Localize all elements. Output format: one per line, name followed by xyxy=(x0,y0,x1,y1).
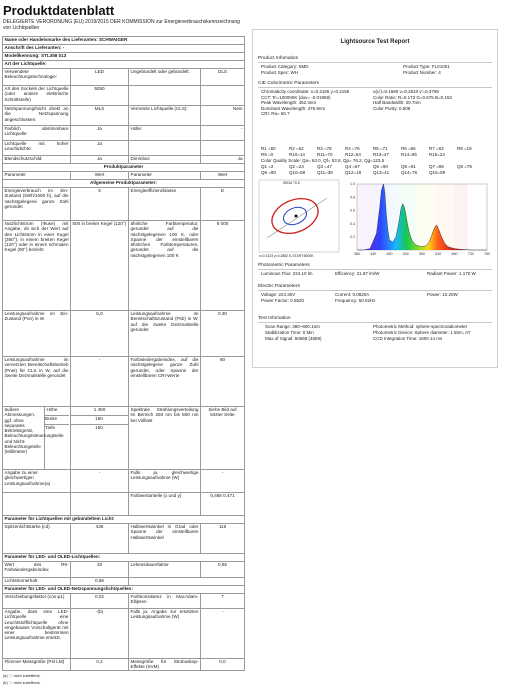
y-tick-label: 0.6 xyxy=(350,208,355,213)
datasheet-row xyxy=(3,516,245,524)
color-quality-scale: Color Quality Scale: Qa= 63.0, Qf= 53.8, Qp= 76.2, Qg=123.5 xyxy=(261,158,385,163)
cie-parameter: Dominant Wavelength: 476.9nm xyxy=(261,105,326,111)
datasheet-cell: LED xyxy=(71,69,129,86)
datasheet-cell: 0,2 xyxy=(71,659,129,671)
cqs-value: Q9 =80 xyxy=(261,169,276,175)
datasheet-cell: 5,0 xyxy=(71,311,129,357)
max-signal: Max of Signal: 50668 (4859) xyxy=(265,336,322,341)
datasheet-cell: Falls ja, Angabe zur ersetzten Leistungsaufnahme (W) xyxy=(129,609,201,659)
cqs-value: Q4 =67 xyxy=(345,164,360,169)
datasheet-cell: Produktparameter xyxy=(3,164,245,172)
photometric-heading: Photometric Parameters xyxy=(258,263,310,268)
datasheet-cell: 7 xyxy=(201,594,245,609)
datasheet-cell: Parameter für Lichtquellen mit gebündeltem Licht: xyxy=(3,516,245,524)
datasheet-cell: 5050 xyxy=(71,86,129,106)
datasheet-cell: Parameter für LED- und OLED-Lichtquellen: xyxy=(3,554,245,562)
cie-parameter: Color Purity: 0.508 xyxy=(373,105,411,111)
datasheet-cell: Farbwertanteile (x und y) xyxy=(129,493,201,516)
datasheet-cell: 0,86 xyxy=(71,578,129,586)
datasheet-row xyxy=(3,164,245,172)
datasheet-cell: DLS xyxy=(201,69,245,86)
spectrum-band xyxy=(416,184,426,250)
datasheet-cell: Parameter xyxy=(129,172,201,180)
datasheet-cell: - xyxy=(201,470,245,493)
datasheet-row xyxy=(3,172,245,180)
datasheet-row xyxy=(3,311,245,357)
datasheet-row xyxy=(3,61,245,69)
test-report xyxy=(252,29,498,368)
y-tick-label: 0.8 xyxy=(350,195,355,200)
x-tick-label: 580 xyxy=(419,252,425,256)
cqs-value: Q2 =24 xyxy=(289,164,304,169)
datasheet-cell: Art des Sockels der Lichtquelle (oder andere elektrische Schnittstelle) xyxy=(3,86,71,106)
cri-value: R10=14 xyxy=(289,151,305,157)
stabilization-time: Stabilization Time: 0 Min xyxy=(265,330,314,335)
datasheet-cell: 6 000 xyxy=(201,221,245,311)
voltage: Voltage: 224.30V xyxy=(261,292,296,297)
datasheet-cell: Parameter xyxy=(3,172,71,180)
datasheet-cell: Netzspannung/Nicht direkt an die Netzspannung angeschlossen: xyxy=(3,106,71,126)
datasheet-row xyxy=(3,470,245,493)
datasheet-cell: Blendschutzschild: xyxy=(3,156,71,164)
datasheet-cell xyxy=(71,493,129,516)
datasheet-cell: Art der Lichtquelle: xyxy=(3,61,245,69)
datasheet-cell xyxy=(129,578,245,586)
datasheet-cell: 0,0 xyxy=(201,659,245,671)
cie-plot-caption: x=0.3123 y=0.2882 E-START:6500K xyxy=(259,254,314,258)
spectrum-band xyxy=(357,184,373,250)
datasheet-cell: Wert xyxy=(71,172,129,180)
datasheet-cell: Leistungsaufnahme im vernetzten Bereitschaftsbetrieb (Pnet) für CLS in W, auf die zweite Dezimalstelle gerundet xyxy=(3,357,71,407)
datasheet-row xyxy=(3,141,245,156)
datasheet-row xyxy=(3,126,245,141)
cie-parameter: Half Bandwidth: 20.7nm xyxy=(373,100,421,106)
cri-value: R9 =0 xyxy=(261,151,274,157)
datasheet-cell: Modellkennung: STL358 013 xyxy=(3,53,245,61)
cri-value: R13=47 xyxy=(373,151,389,157)
datasheet-row xyxy=(3,221,245,311)
datasheet-cell: Farbkonsistenz in MacAdam-Ellipsen xyxy=(129,594,201,609)
electric-heading: Electric Parameters xyxy=(258,284,300,289)
datasheet-cell: Vernetzte Lichtquelle (CLS): xyxy=(129,106,201,126)
cqs-value: Q10=59 xyxy=(289,169,306,175)
datasheet-row xyxy=(3,156,245,164)
cqs-value: Q11=38 xyxy=(317,169,333,175)
datasheet-row xyxy=(3,659,245,671)
footnote-a: (a) '-': nicht zutreffend; xyxy=(3,674,41,678)
x-tick-label: 780 xyxy=(484,252,490,256)
datasheet-cell xyxy=(129,86,201,106)
datasheet-cell: - xyxy=(201,609,245,659)
cri-value: R8 =19 xyxy=(457,146,472,151)
datasheet-cell: Leistungsaufnahme im Ein-Zustand (Pon) in W xyxy=(3,311,71,357)
datasheet-cell: Dimmbar: xyxy=(129,156,201,164)
cie-diagram xyxy=(259,180,339,252)
datasheet-cell: Allgemeine Produktparameter: xyxy=(3,180,245,188)
datasheet-cell: 1 450 xyxy=(71,407,129,470)
datasheet-cell: Messgröße für Stroboskop-Effekte (SVM) xyxy=(130,659,199,670)
datasheet-cell: Wert des R9-Farbwiedergabeindex xyxy=(3,562,71,578)
datasheet-cell: Hülle: xyxy=(129,126,201,141)
power: Power: 10.20W xyxy=(427,292,458,297)
datasheet-cell xyxy=(3,493,71,516)
dimension-value: 150 xyxy=(70,424,128,430)
x-tick-label: 530 xyxy=(402,252,409,256)
photometric-device: Photometric Device: Sphere diameter: 1.50m, AT xyxy=(373,330,471,335)
luminous-flux: Luminous Flux: 224.10 lm xyxy=(261,271,313,276)
dimension-label: Breite xyxy=(45,415,69,421)
datasheet-cell: Ja xyxy=(201,156,245,164)
datasheet-cell: Wert xyxy=(201,172,245,180)
datasheet-row xyxy=(3,554,245,562)
test-info-heading: Test Infomation xyxy=(258,316,291,321)
cie-parameter: Color Ratio: R=0.173 G=0.675 B=0.153 xyxy=(373,94,452,100)
datasheet-cell: Lichtquelle mit hoher Leuchtdichte: xyxy=(3,141,71,156)
y-tick-label: 1.0 xyxy=(350,182,355,187)
datasheet-cell: -(b) xyxy=(71,609,129,659)
datasheet-row xyxy=(3,493,245,516)
datasheet-cell: Parameter für LED- und OLED-Netzspannungslichtquellen: xyxy=(3,586,245,594)
datasheet-cell: 33 xyxy=(71,562,129,578)
datasheet-cell: Energieeffizienzklasse xyxy=(129,188,201,221)
cqs-value: Q13=41 xyxy=(373,169,390,175)
cri-value: R1 =50 xyxy=(261,146,276,151)
cie-plot-label: 50CM 70.5 xyxy=(283,181,300,185)
datasheet-cell: Farblich abstimmbare Lichtquelle: xyxy=(3,126,71,141)
datasheet-cell: 80 xyxy=(201,357,245,407)
cri-value: R11=70 xyxy=(317,151,333,157)
x-tick-label: 730 xyxy=(467,252,474,256)
cqs-value: Q8 =79 xyxy=(457,164,472,169)
scan-range: Scan Range: 380~800.1nm xyxy=(265,324,320,329)
y-tick-label: 0.2 xyxy=(350,235,355,239)
cie-parameter: CRI: Ra= 60.7 xyxy=(261,111,290,117)
datasheet-row xyxy=(3,562,245,578)
datasheet-row xyxy=(3,357,245,407)
dimension-value: 150 xyxy=(70,415,128,421)
datasheet-row xyxy=(3,69,245,86)
efficiency: Efficiency: 21.97 lm/W xyxy=(335,271,380,276)
datasheet-cell: Anschrift des Lieferanten: - xyxy=(3,45,245,53)
datasheet-row xyxy=(3,106,245,126)
spectrum-band xyxy=(455,184,468,250)
datasheet-cell: Lichtstromerhalt xyxy=(3,578,71,586)
datasheet-cell: Flimmer-Messgröße (Pst LM) xyxy=(3,659,71,671)
cri-value: R5 =71 xyxy=(373,146,388,151)
cri-value: R12=64 xyxy=(345,151,361,157)
x-tick-label: 480 xyxy=(386,252,393,256)
datasheet-cell xyxy=(201,141,245,156)
datasheet-cell xyxy=(129,141,201,156)
cri-value: R3 =78 xyxy=(317,146,332,151)
power-factor: Power Factor: 0.5520 xyxy=(261,298,305,303)
datasheet-cell: 436 xyxy=(71,524,129,554)
datasheet-cell: Farbwiedergabeindex, auf die nächstgelegene ganze Zahl gerundet, oder Spanne der einstellbaren CRI-Werte xyxy=(129,357,201,407)
datasheet-cell: Spektrale Strahlungsverteilung im Bereich 250 nm bis 800 nm bei Volllast xyxy=(129,407,201,470)
cqs-value: Q15=59 xyxy=(429,169,446,175)
ccd-integration-time: CCD Integration Time: 1600.14 ms xyxy=(373,336,443,341)
datasheet-cell: Verschiebungsfaktor (cos φ1) xyxy=(3,594,71,609)
datasheet-row xyxy=(3,45,245,53)
datasheet-row xyxy=(3,37,245,45)
datasheet-cell: Leistungsaufnahme im Bereitschaftszustand (Psb) in W, auf die zweite Dezimalstelle gerundet xyxy=(129,311,201,357)
cqs-value: Q6 =91 xyxy=(401,164,416,169)
product-number: Product Number: 4 xyxy=(403,70,441,75)
datasheet-cell: Lebensdauerfaktor xyxy=(129,562,201,578)
cqs-value: Q12=18 xyxy=(345,169,362,175)
x-tick-label: 380 xyxy=(354,252,360,256)
datasheet-cell: Siehe Bild auf letzter Seite xyxy=(201,407,245,470)
datasheet-cell: 116 xyxy=(201,524,245,554)
datasheet-table xyxy=(2,36,245,671)
cri-value: R15=24 xyxy=(429,151,445,157)
datasheet-row xyxy=(3,86,245,106)
datasheet-row xyxy=(3,180,245,188)
datasheet-cell: - xyxy=(201,126,245,141)
datasheet-cell: 0,468 0,471 xyxy=(201,493,245,516)
datasheet-cell: Ja xyxy=(71,141,129,156)
datasheet-cell: Ja xyxy=(71,126,129,141)
datasheet-cell: 5 xyxy=(71,188,129,221)
x-tick-label: 630 xyxy=(435,252,442,256)
datasheet-cell: Nein xyxy=(201,106,245,126)
cie-heading: CIE Colorimetric Parameters xyxy=(258,81,320,86)
cri-value: R14=85 xyxy=(401,151,417,157)
datasheet-cell xyxy=(201,86,245,106)
datasheet-title: Produktdatenblatt xyxy=(3,3,115,18)
cie-parameter: u(u')=0.1680 v=0.2510 v'=0.3765 xyxy=(373,89,439,94)
datasheet-row xyxy=(3,53,245,61)
datasheet-row xyxy=(3,578,245,586)
cie-parameter: Peak Wavelength: 462.3nm xyxy=(261,100,317,106)
product-type: Product Type: FL01001 xyxy=(403,64,450,69)
datasheet-cell: Nutzlichtstrom (Φuse) mit Angabe, ob sich der Wert auf den Lichtstrom in einer Kugel (360°), in einem breiten Kegel (120°) oder in einem schmalen Kegel (90°) bezieht xyxy=(3,221,71,311)
datasheet-cell: - xyxy=(71,357,129,407)
datasheet-cell: Energieverbrauch im Ein-Zustand (kWh/1000 h), auf die nächstgelegene ganze Zahl gerundet xyxy=(3,188,71,221)
cqs-value: Q1 =2 xyxy=(261,164,274,169)
datasheet-cell: Falls ja, gleichwertige Leistungsaufnahme (W) xyxy=(129,470,201,493)
datasheet-cell: Angabe zu einer gleichwertigen Leistungsaufnahme(a) xyxy=(3,470,71,493)
datasheet-cell: - xyxy=(71,470,129,493)
datasheet-cell: Angabe, dass eine LED-Lichtquelle eine Leuchtstofflichtquelle ohne eingebautes Vorschaltgerät mit einer bestimmten Leistungsaufnahme ersetzt. xyxy=(3,609,71,659)
datasheet-row xyxy=(3,188,245,221)
current: Current: 0.0820A xyxy=(335,292,370,297)
footnote-b: (b) '-': nicht zutreffend; xyxy=(3,681,41,685)
datasheet-row xyxy=(3,524,245,554)
datasheet-cell: 500 in breiter Kegel (120°) xyxy=(71,221,129,311)
product-info-heading: Product Infomation xyxy=(258,56,299,61)
report-title: Lightsource Test Report xyxy=(340,39,410,45)
datasheet-cell: Halbwertswinkel in Grad oder Spanne der einstellbaren Halbwertswinkel xyxy=(129,524,201,554)
y-tick-label: 0.4 xyxy=(350,221,355,226)
cri-value: R4 =76 xyxy=(345,146,360,151)
datasheet-cell: 0,02 xyxy=(71,594,129,609)
datasheet-cell: ähnliche Farbtemperatur, gerundet auf die nächstgelegenen 100 K, oder Spanne der einstellbaren ähnlichen Farbtemperaturen, gerundet auf die nächstgelegenen 100 K xyxy=(129,221,201,311)
datasheet-cell: äußere Abmessungen, ggf. ohne separates Betriebsgerät, Beleuchtungssteuerungsteile und Nicht-Beleuchtungsteile (Millimeter) xyxy=(3,407,45,470)
datasheet-cell: 0,30 xyxy=(201,311,245,357)
datasheet-cell: Name oder Handelsmarke des Lieferanten: SCHWAIGER xyxy=(3,37,245,45)
spectrum-chart xyxy=(343,180,493,262)
cri-value: R2 =62 xyxy=(289,146,304,151)
frequency: Frequency: 50.02Hz xyxy=(335,298,376,303)
cri-value: R7 =63 xyxy=(429,146,444,151)
datasheet-cell: E xyxy=(201,188,245,221)
cqs-value: Q14=76 xyxy=(401,169,418,175)
cri-value: R6 =66 xyxy=(401,146,416,151)
regulation-text: DELEGIERTE VERORDNUNG (EU) 2019/2015 DER KOMMISSION zur Energieverbrauchskennzeichnung von Lichtquellen xyxy=(3,19,240,31)
dimension-label: Tiefe xyxy=(45,424,69,430)
cie-parameter: CCT: Tc=100000K (duv= -0.01959) xyxy=(261,94,331,100)
datasheet-cell: Ungebündelt oder gebündelt: xyxy=(129,69,201,86)
cqs-value: Q7 =86 xyxy=(429,164,444,169)
product-datasheet xyxy=(0,0,245,700)
cqs-value: Q3 =47 xyxy=(317,164,332,169)
product-spec: Product Spec: WH xyxy=(261,70,299,75)
datasheet-cell: Ja xyxy=(71,156,129,164)
datasheet-cell: MLS xyxy=(71,106,129,126)
product-category: Product Category: SMD xyxy=(261,64,309,69)
datasheet-cell: Verwendete Beleuchtungstechnologie: xyxy=(3,69,71,86)
datasheet-cell: Spitzenlichtstärke (cd) xyxy=(3,524,71,554)
radiant-power: Radiant Power: 1.170 W xyxy=(427,271,476,276)
x-tick-label: 430 xyxy=(370,252,377,256)
datasheet-row xyxy=(3,609,245,659)
datasheet-row xyxy=(3,594,245,609)
datasheet-row xyxy=(3,586,245,594)
cie-parameter: Chromaticity coordinate: x=0.2165 y=0.2156 xyxy=(261,89,350,94)
datasheet-cell: 0,65 xyxy=(201,562,245,578)
cqs-value: Q5 =90 xyxy=(373,164,388,169)
datasheet-cell: Höhe xyxy=(45,407,71,470)
x-tick-label: 680 xyxy=(451,252,458,256)
photometric-method: Photometric Method: sphere-spectroradiometer xyxy=(373,324,468,329)
